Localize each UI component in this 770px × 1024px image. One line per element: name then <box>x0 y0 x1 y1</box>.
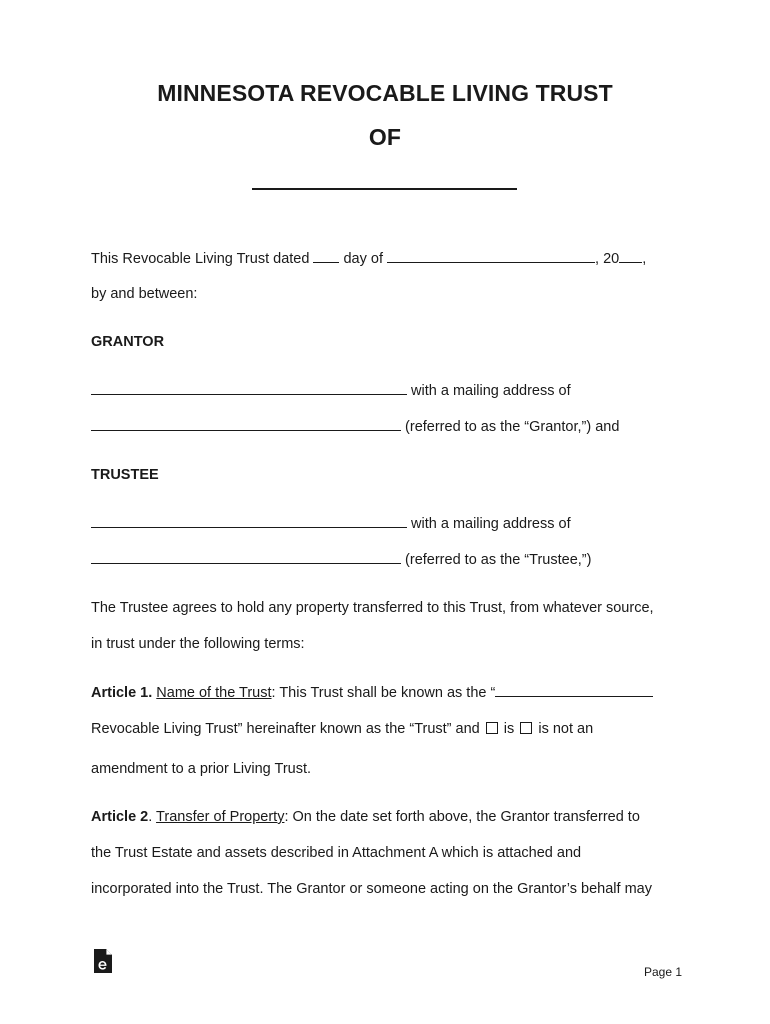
grantor-heading: GRANTOR <box>91 334 165 350</box>
article-2-title: Transfer of Property <box>156 809 285 825</box>
is-not-amendment-checkbox[interactable] <box>520 722 532 734</box>
article-1-label: Article 1. <box>91 685 153 701</box>
trustee-referred-text: (referred to as the “Trustee,”) <box>405 552 592 568</box>
article-1-title: Name of the Trust <box>156 685 272 701</box>
trustee-name-line <box>91 514 571 533</box>
year-blank[interactable] <box>619 249 642 263</box>
grantor-address-line <box>91 417 619 436</box>
grantor-name-line <box>91 381 571 400</box>
page-number: Page 1 <box>644 965 683 979</box>
is-amendment-checkbox[interactable] <box>486 722 498 734</box>
article-1-text: : This Trust shall be known as the “ <box>271 685 496 701</box>
article-2-line-2: the Trust Estate and assets described in Attachment A which is attached and <box>91 845 582 861</box>
month-blank[interactable] <box>387 249 595 263</box>
article-1-line-2 <box>91 720 593 738</box>
intro-year-prefix: , 20 <box>595 251 620 267</box>
article-1-line-3: amendment to a prior Living Trust. <box>91 761 312 777</box>
grantor-referred-text: (referred to as the “Grantor,”) and <box>405 419 620 435</box>
is-label: is <box>503 721 515 737</box>
trustee-heading: TRUSTEE <box>91 467 159 483</box>
article-2-label: Article 2 <box>91 809 149 825</box>
intro-dated-prefix: This Revocable Living Trust dated <box>91 251 310 267</box>
article-2-period: . <box>148 809 153 825</box>
trust-name-blank[interactable] <box>252 188 517 190</box>
article-1-line-1 <box>91 683 653 702</box>
trustee-address-blank[interactable] <box>91 550 401 564</box>
agreement-line-2: in trust under the following terms: <box>91 636 305 652</box>
intro-year-suffix: , <box>642 251 647 267</box>
article-2-text: : On the date set forth above, the Grantor transferred to <box>284 809 640 825</box>
grantor-mailing-text: with a mailing address of <box>411 383 571 399</box>
intro-by-and-between: by and between: <box>91 286 198 302</box>
intro-dated-line <box>91 249 646 268</box>
grantor-name-blank[interactable] <box>91 381 407 395</box>
day-blank[interactable] <box>313 249 339 263</box>
trustee-name-blank[interactable] <box>91 514 407 528</box>
eforms-logo-icon <box>93 949 112 973</box>
grantor-address-blank[interactable] <box>91 417 401 431</box>
trustee-mailing-text: with a mailing address of <box>411 516 571 532</box>
trustee-address-line <box>91 550 591 569</box>
intro-day-of: day of <box>343 251 383 267</box>
article-1-line-2-text: Revocable Living Trust” hereinafter known as the “Trust” and <box>91 721 480 737</box>
document-title: MINNESOTA REVOCABLE LIVING TRUST <box>157 80 613 106</box>
is-not-label: is not an <box>538 721 594 737</box>
document-title-of: OF <box>368 124 402 150</box>
trust-name-field[interactable] <box>495 683 653 697</box>
article-2-line-3: incorporated into the Trust. The Grantor or someone acting on the Grantor’s behalf may <box>91 881 652 897</box>
article-2-line-1 <box>91 808 640 826</box>
agreement-line-1: The Trustee agrees to hold any property transferred to this Trust, from whatever source, <box>91 600 654 616</box>
